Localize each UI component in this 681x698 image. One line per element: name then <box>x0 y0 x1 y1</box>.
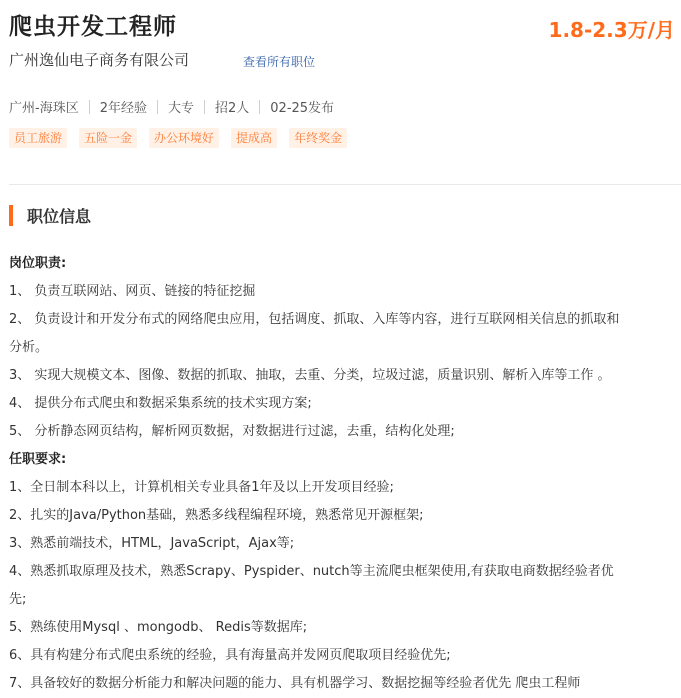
description-line: 4、熟悉抓取原理及技术，熟悉Scrapy、Pyspider、nutch等主流爬虫框架使用,有获取电商数据经验者优 <box>9 564 614 579</box>
meta-publish-date: 02-25发布 <box>270 101 335 116</box>
description-line: 分析。 <box>9 340 49 355</box>
meta-education: 大专 <box>167 101 194 116</box>
description-heading: 任职要求: <box>9 452 67 467</box>
salary: 1.8-2.3万/月 <box>548 18 675 42</box>
meta-divider <box>157 100 158 114</box>
meta-headcount: 招2人 <box>215 101 250 116</box>
description-line: 7、具备较好的数据分析能力和解决问题的能力、具有机器学习、数据挖掘等经验者优先 爬虫工程师 <box>9 676 581 691</box>
benefit-tags <box>9 128 359 148</box>
benefit-tag: 员工旅游 <box>9 128 67 148</box>
job-description <box>9 250 673 698</box>
view-all-jobs-link[interactable]: 查看所有职位 <box>243 55 316 69</box>
description-line: 2、扎实的Java/Python基础，熟悉多线程编程环境，熟悉常见开源框架; <box>9 508 424 523</box>
meta-location: 广州-海珠区 <box>9 101 79 116</box>
description-line: 先; <box>9 592 27 607</box>
job-meta <box>9 97 334 116</box>
description-line: 5、 分析静态网页结构，解析网页数据，对数据进行过滤，去重，结构化处理; <box>9 424 455 439</box>
description-heading: 岗位职责: <box>9 256 67 271</box>
description-line: 5、熟练使用Mysql 、mongodb、 Redis等数据库; <box>9 620 308 635</box>
meta-divider <box>259 100 260 114</box>
section-title: 职位信息 <box>27 207 92 226</box>
meta-divider <box>89 100 90 114</box>
section-header <box>9 204 91 227</box>
section-accent-bar <box>9 205 13 226</box>
description-line: 1、 负责互联网站、网页、链接的特征挖掘 <box>9 284 256 299</box>
meta-experience: 2年经验 <box>99 101 147 116</box>
description-line: 1、全日制本科以上，计算机相关专业具备1年及以上开发项目经验; <box>9 480 394 495</box>
meta-divider <box>204 100 205 114</box>
benefit-tag: 提成高 <box>231 128 277 148</box>
company-name[interactable]: 广州逸仙电子商务有限公司 <box>9 51 190 69</box>
description-line: 3、熟悉前端技术，HTML，JavaScript，Ajax等; <box>9 536 295 551</box>
description-line: 6、具有构建分布式爬虫系统的经验，具有海量高并发网页爬取项目经验优先; <box>9 648 451 663</box>
description-line: 3、 实现大规模文本、图像、数据的抓取、抽取，去重、分类，垃圾过滤，质量识别、解析入库等工作 。 <box>9 368 611 383</box>
job-title: 爬虫开发工程师 <box>9 14 177 40</box>
section-divider <box>9 184 681 185</box>
benefit-tag: 年终奖金 <box>289 128 347 148</box>
benefit-tag: 办公环境好 <box>149 128 219 148</box>
description-line: 2、 负责设计和开发分布式的网络爬虫应用，包括调度、抓取、入库等内容，进行互联网相关信息的抓取和 <box>9 312 620 327</box>
description-line: 4、 提供分布式爬虫和数据采集系统的技术实现方案; <box>9 396 312 411</box>
benefit-tag: 五险一金 <box>79 128 137 148</box>
